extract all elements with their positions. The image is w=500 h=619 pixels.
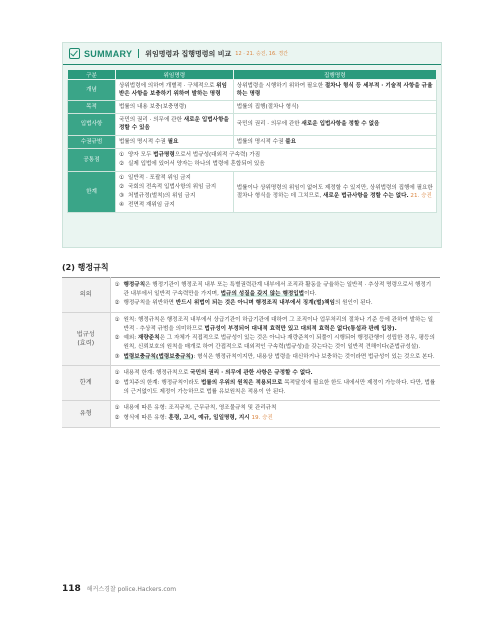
brand-text: 해커스경찰 police.Hackers.com — [86, 586, 177, 593]
row-label: 수권규범 — [68, 135, 116, 148]
list-item: ① 내용에 따른 유형: 조직규칙, 근무규칙, 영조물규칙 및 관리규칙 — [114, 405, 277, 412]
table-cell: 법률이나 상위명령의 위임이 없어도 제정할 수 있지만, 상위법령의 집행에 필요한 절차나 형식을 정하는 데 그치므로, 새로운 법규사항을 정할 수는 없다. 21. 승진 — [233, 171, 436, 212]
list-item: ① 일반적 · 포괄적 위임 금지 — [119, 174, 191, 181]
table-cell: 법률의 집행(절차나 형식) — [233, 101, 436, 114]
table-row — [68, 171, 437, 212]
table-header-row — [68, 70, 437, 80]
table-row — [68, 135, 437, 148]
summary-box — [62, 42, 442, 248]
list-item: ② 국회의 전속적 입법사항의 위임 금지 — [119, 183, 217, 190]
list-item: ① 원칙: 행정규칙은 행정조직 내부에서 상급기관이 하급기관에 대하여 그 조직이나 업무처리의 절차나 기준 등에 관하여 발하는 일반적 · 추상적 규범을 의미하므로 법규성이 부정되어 대내적 효력만 있고 대외적 효력은 없다(통설과 판례 입장). — [114, 316, 434, 332]
table-row — [68, 80, 437, 101]
table-cell — [116, 148, 437, 171]
list-item: ③ 처벌규정(벌칙)의 위임 금지 — [119, 193, 196, 200]
row-label: 한계 — [62, 366, 110, 401]
table-cell: 상위법령에 의하여 개별적 · 구체적으로 위임받은 사항을 보충하기 위하여 발하는 명령 — [116, 80, 234, 101]
table-cell: 법률의 명시적 수권 불요 — [233, 135, 436, 148]
table-cell: 법률의 내용 보충(보충명령) — [116, 101, 234, 114]
summary-label: SUMMARY — [84, 48, 133, 59]
table-cell — [110, 401, 440, 427]
table-cell — [110, 278, 440, 313]
list-item: ④ 전면적 재위임 금지 — [119, 202, 175, 209]
section-title: (2) 행정규칙 — [62, 263, 109, 272]
row-label: 공통점 — [68, 148, 116, 171]
list-item: ② 실제 입법에 있어서 양자는 하나의 법령에 혼합되어 있음 — [119, 160, 265, 167]
page-footer — [62, 584, 176, 594]
table-row — [62, 278, 440, 313]
row-label: 목적 — [68, 101, 116, 114]
table-cell — [116, 171, 234, 212]
table-row — [62, 366, 440, 401]
row-label: 한계 — [68, 171, 116, 212]
header-cell: 위임명령 — [116, 70, 234, 80]
comparison-table — [67, 69, 437, 213]
table-row — [68, 101, 437, 114]
row-label: 입법사항 — [68, 114, 116, 135]
table-row — [68, 148, 437, 171]
list-item: ② 예외: 재량준칙은 그 자체가 직접적으로 법규성이 있는 것은 아니나 재량준칙이 되풀이 시행되어 행정관행이 성립한 경우, 평등의 원칙, 신뢰보호의 원칙을 매개로 하여 간접적으로 대외적인 구속력(법규성)을 갖는다는 것이 일반적 견해이다(준법규성설). — [114, 335, 435, 350]
list-item: ② 법치주의 한계: 행정규칙이라도 법률의 우위의 원칙은 적용되므로 목적달성에 필요한 한도 내에서만 제정이 가능하다. 다만, 법률의 근거없이도 제정이 가능하므로 법률 유보원칙은 적용이 안 된다. — [114, 379, 436, 395]
header-cell: 집행명령 — [233, 70, 436, 80]
list-item: ② 형식에 따른 유형: 훈령, 고시, 예규, 일일명령, 지시 19. 승진 — [114, 414, 273, 421]
summary-cite: 12 · 21. 승진, 16. 경간 — [235, 51, 289, 57]
table-row — [68, 114, 437, 135]
row-label: 유형 — [62, 401, 110, 427]
list-item: ① 양자 모두 법규명령으로서 법규성(대외적 구속력) 가짐 — [119, 151, 261, 158]
list-item: ① 내용적 한계: 행정규칙으로 국민의 권리 · 의무에 관한 사항은 규정할 수 없다. — [114, 370, 313, 377]
table-cell: 법률의 명시적 수권 필요 — [116, 135, 234, 148]
summary-header — [63, 43, 441, 65]
row-label: 개념 — [68, 80, 116, 101]
table-row — [62, 312, 440, 365]
row-label: 의의 — [62, 278, 110, 313]
list-item: ③ 법령보충규칙(법령보충규칙): 형식은 행정규칙이지만, 내용상 법령을 대신하거나 보충하는 것이라면 법규성이 있는 것으로 본다. — [114, 353, 435, 360]
table-cell — [110, 312, 440, 365]
table-row — [62, 401, 440, 427]
page-number: 118 — [62, 584, 81, 594]
table-cell — [110, 366, 440, 401]
table-cell: 상위법령을 시행하기 위하여 필요한 절차나 형식 등 세부적 · 기술적 사항을 규율하는 명령 — [233, 80, 436, 101]
table-cell: 국민의 권리 · 의무에 관한 새로운 입법사항을 정할 수 있음 — [116, 114, 234, 135]
list-item: ② 행정규칙을 위반하면 반드시 위법이 되는 것은 아니며 행정조직 내부에서 징계(벌)책임의 원인이 된다. — [114, 300, 373, 307]
list-item: ① 행정규칙은 행정기관이 행정조직 내부 또는 특별권력관계 내부에서 조직과 활동을 규율하는 일반적 · 추상적 명령으로서 행정기관 내부에서 일반적 구속력만을 가지며, 법규의 성질을 갖지 않는 행정입법이다. — [114, 282, 432, 297]
table-cell: 국민의 권리 · 의무에 관한 새로운 입법사항을 정할 수 없음 — [233, 114, 436, 135]
divider — [138, 49, 139, 58]
summary-title: 위임명령과 집행명령의 비교 — [145, 49, 232, 58]
check-icon — [69, 48, 80, 59]
header-cell: 구분 — [68, 70, 116, 80]
rules-table — [62, 277, 440, 428]
row-label: 법규성 (효력) — [62, 312, 110, 365]
